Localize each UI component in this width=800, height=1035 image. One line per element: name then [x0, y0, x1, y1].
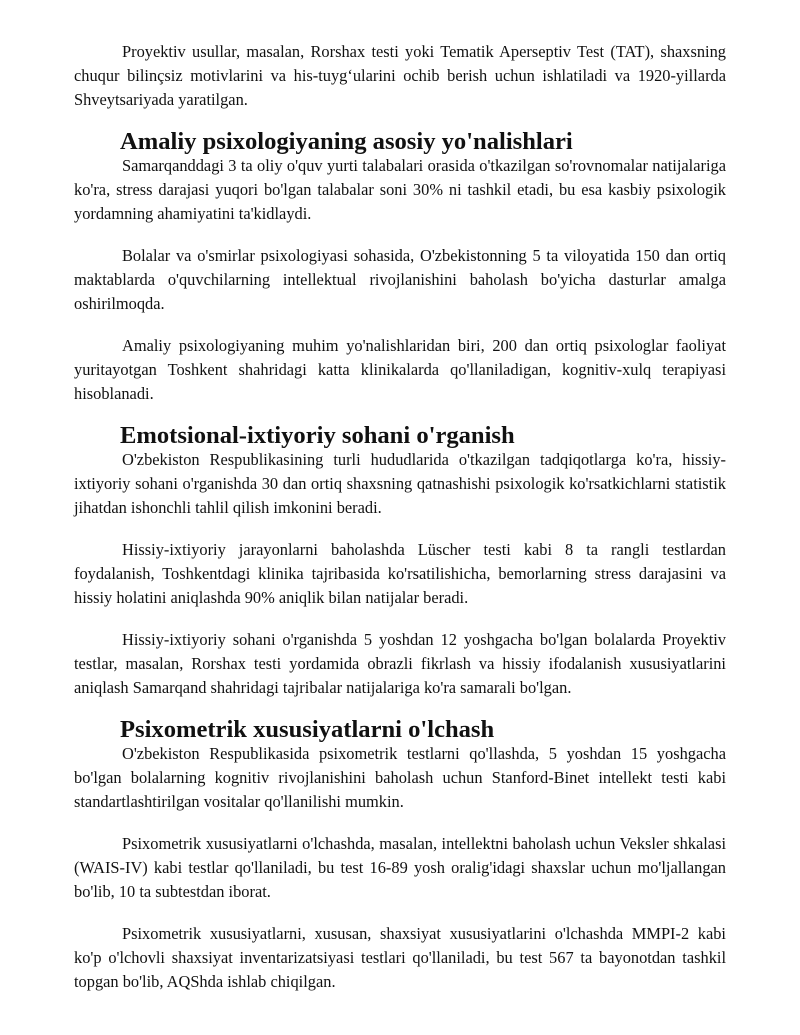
- document-page: [74, 40, 726, 994]
- section-2-paragraph-2: Hissiy-ixtiyoriy jarayonlarni baholashda Lüscher testi kabi 8 ta rangli testlardan foydalanish, Toshkentdagi klinika tajribasida ko'rsatilishicha, bemorlarning stress darajasini va hissiy holatini aniqlashda 90% aniqlik bilan natijalar beradi.: [74, 540, 726, 607]
- section-3-paragraph-1: O'zbekiston Respublikasida psixometrik testlarni qo'llashda, 5 yoshdan 15 yoshgacha bo'lgan bolalarning kognitiv rivojlanishini baholash uchun Stanford-Binet intellekt testi kabi standartlashtirilgan vositalar qo'llanilishi mumkin.: [74, 744, 726, 811]
- section-3-paragraph-3: Psixometrik xususiyatlarni, xususan, shaxsiyat xususiyatlarini o'lchashda MMPI-2 kabi ko'p o'lchovli shaxsiyat inventarizatsiyasi testlari qo'llaniladi, bu test 567 ta bayonotdan tashkil topgan bo'lib, AQShda ishlab chiqilgan.: [74, 924, 726, 991]
- section-3-paragraph-2: Psixometrik xususiyatlarni o'lchashda, masalan, intellektni baholash uchun Veksler shkalasi (WAIS-IV) kabi testlar qo'llaniladi, bu test 16-89 yosh oralig'idagi shaxslar uchun mo'ljallangan bo'lib, 10 ta subtestdan iborat.: [74, 834, 726, 901]
- section-heading-psixometrik: Psixometrik xususiyatlarni o'lchash: [120, 716, 495, 743]
- section-1-paragraph-1: Samarqanddagi 3 ta oliy o'quv yurti talabalari orasida o'tkazilgan so'rovnomalar natijalariga ko'ra, stress darajasi yuqori bo'lgan talabalar soni 30% ni tashkil etadi, bu esa kasbiy psixologik yordamning ahamiyatini ta'kidlaydi.: [74, 156, 726, 223]
- section-1-paragraph-2: Bolalar va o'smirlar psixologiyasi sohasida, O'zbekistonning 5 ta viloyatida 150 dan ortiq maktablarda o'quvchilarning intellektual rivojlanishini baholash bo'yicha dasturlar amalga oshirilmoqda.: [74, 246, 726, 313]
- intro-paragraph: Proyektiv usullar, masalan, Rorshax testi yoki Tematik Aperseptiv Test (TAT), shaxsning chuqur bilinçsiz motivlarini va his-tuyg‘ularini ochib berish uchun ishlatiladi va 1920-yillarda Shveytsariyada yaratilgan.: [74, 42, 726, 109]
- section-2-paragraph-3: Hissiy-ixtiyoriy sohani o'rganishda 5 yoshdan 12 yoshgacha bo'lgan bolalarda Proyektiv testlar, masalan, Rorshax testi yordamida obrazli fikrlash va hissiy ifodalanish xususiyatlarini aniqlash Samarqand shahridagi tajribalar natijalariga ko'ra samarali bo'lgan.: [74, 630, 726, 697]
- section-2-paragraph-1: O'zbekiston Respublikasining turli hududlarida o'tkazilgan tadqiqotlarga ko'ra, hissiy-ixtiyoriy sohani o'rganishda 30 dan ortiq shaxsning qatnashishi psixologik ko'rsatkichlarni statistik jihatdan ishonchli tahlil qilish imkonini beradi.: [74, 450, 726, 517]
- section-1-paragraph-3: Amaliy psixologiyaning muhim yo'nalishlaridan biri, 200 dan ortiq psixologlar faoliyat yuritayotgan Toshkent shahridagi katta klinikalarda qo'llaniladigan, kognitiv-xulq terapiyasi hisoblanadi.: [74, 336, 726, 403]
- section-heading-emotsional: Emotsional-ixtiyoriy sohani o'rganish: [120, 422, 515, 449]
- section-heading-amaliy: Amaliy psixologiyaning asosiy yo'nalishlari: [120, 128, 573, 155]
